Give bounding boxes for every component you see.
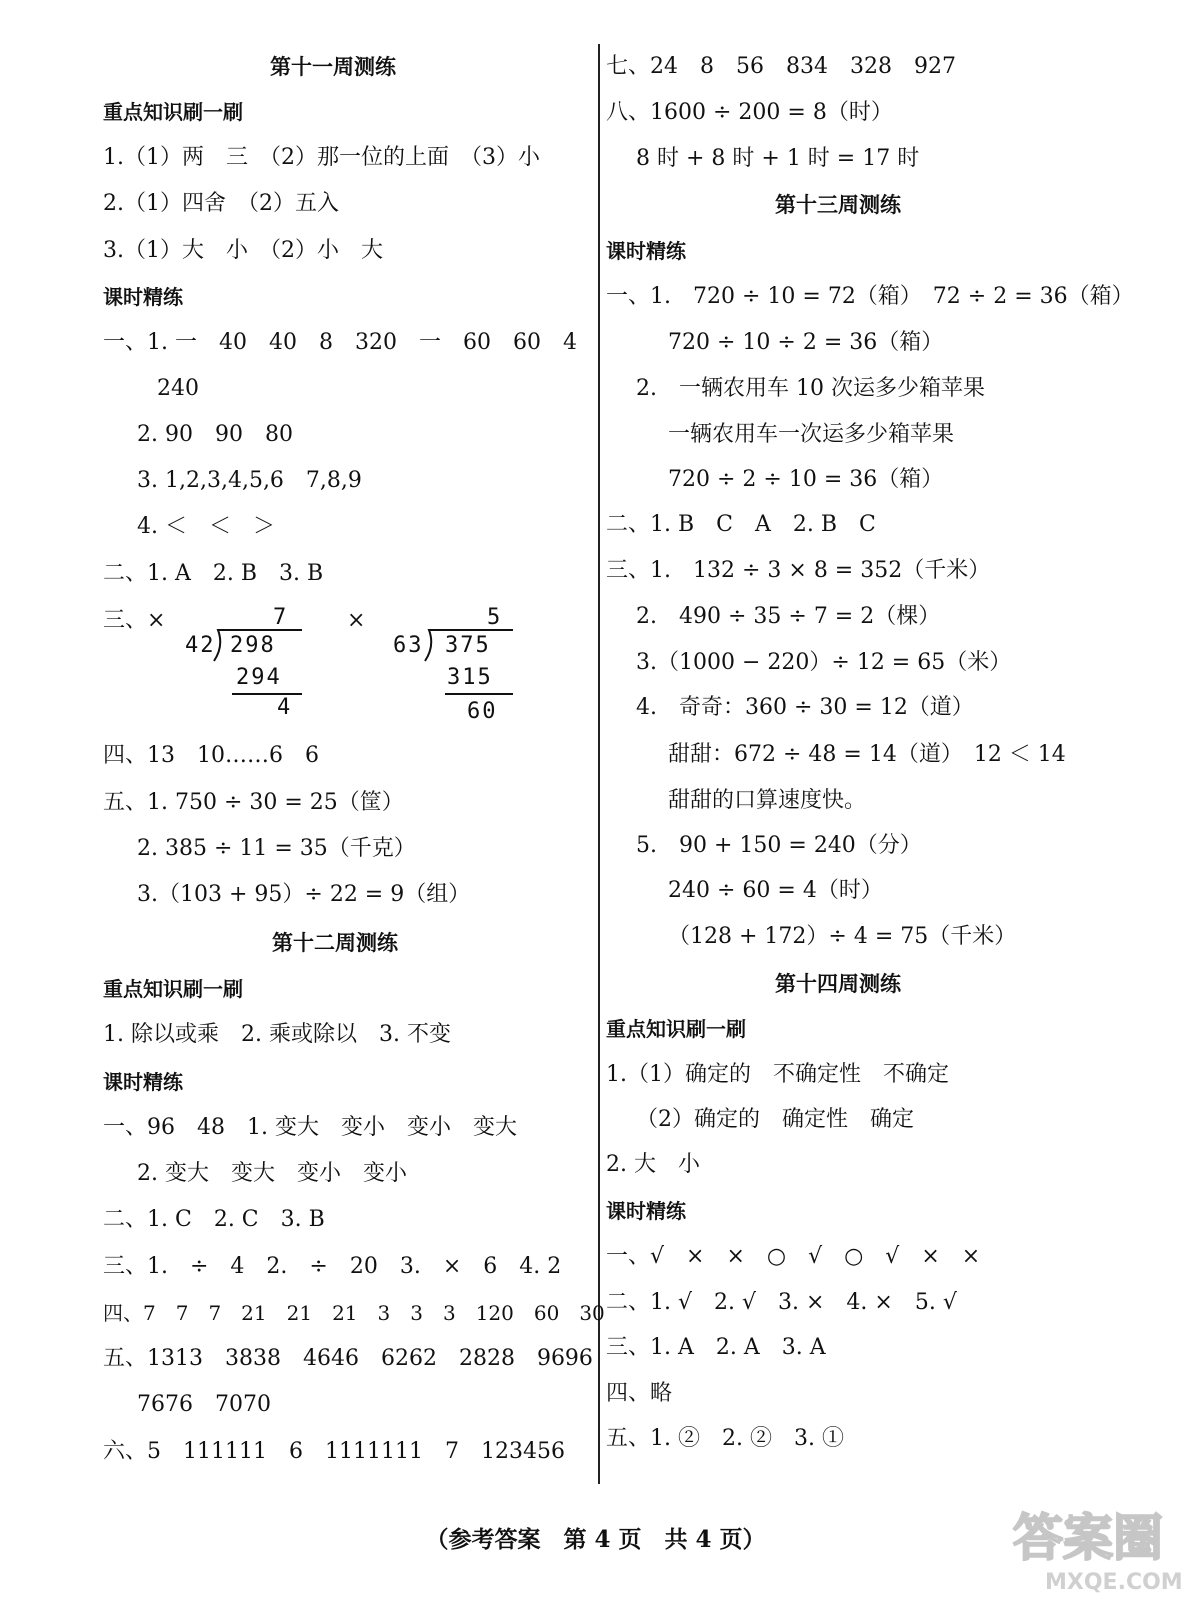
answer-line: 2. 变大 变大 变小 变小 — [137, 1161, 407, 1186]
answer-line: 2. 385 ÷ 11 = 35（千克） — [137, 836, 416, 861]
answer-line: 5. 90 + 150 = 240（分） — [636, 833, 922, 858]
answer-line: 240 — [157, 376, 199, 401]
divisor: 42 — [185, 633, 216, 658]
answer-mark: × — [347, 608, 366, 633]
answer-line: 甜甜的口算速度快。 — [668, 788, 867, 813]
answer-line: 一、√ × × ○ √ ○ √ × × — [606, 1244, 981, 1269]
answer-line: （2）确定的 确定性 确定 — [636, 1107, 914, 1132]
answer-line: 五、1. 750 ÷ 30 = 25（筐） — [103, 790, 404, 815]
answer-line: 8 时 + 8 时 + 1 时 = 17 时 — [636, 146, 920, 171]
watermark-url: MXQE.COM — [1045, 1570, 1183, 1595]
section-title-week14: 第十四周测练 — [775, 972, 901, 996]
answer-line: 1.（1）确定的 不确定性 不确定 — [606, 1062, 949, 1087]
answer-line: 四、13 10……6 6 — [103, 743, 319, 768]
answer-line: 3. 1,2,3,4,5,6 7,8,9 — [137, 468, 362, 493]
answer-line: 六、5 111111 6 1111111 7 123456 — [103, 1439, 565, 1464]
answer-line: 五、1. ② 2. ② 3. ① — [606, 1426, 844, 1451]
answer-line: 3.（103 + 95）÷ 22 = 9（组） — [137, 882, 471, 907]
answer-line: 甜甜：672 ÷ 48 = 14（道） 12 ＜ 14 — [668, 742, 1066, 767]
answer-line: 八、1600 ÷ 200 = 8（时） — [606, 100, 893, 125]
remainder: 4 — [277, 695, 293, 720]
answer-line: 三、1. A 2. A 3. A — [606, 1335, 826, 1360]
section-title-week11: 第十一周测练 — [270, 55, 396, 79]
answer-line: 一、96 48 1. 变大 变小 变小 变大 — [103, 1115, 517, 1140]
answer-line: 720 ÷ 2 ÷ 10 = 36（箱） — [668, 467, 944, 492]
answer-line: 四、7 7 7 21 21 21 3 3 3 120 60 30 — [103, 1301, 605, 1325]
answer-line: 四、略 — [606, 1381, 673, 1406]
answer-line: 1. 除以或乘 2. 乘或除以 3. 不变 — [103, 1022, 451, 1047]
answer-line: （128 + 172）÷ 4 = 75（千米） — [668, 924, 1017, 949]
heading-practice: 课时精练 — [606, 239, 686, 263]
answer-line: 4. 奇奇：360 ÷ 30 = 12（道） — [636, 695, 974, 720]
heading-practice: 课时精练 — [606, 1199, 686, 1223]
answer-line: 2. 一辆农用车 10 次运多少箱苹果 — [636, 376, 985, 401]
answer-line: 一、1. 一 40 40 8 320 一 60 60 4 — [103, 330, 577, 355]
answer-line: 3.（1000 − 220）÷ 12 = 65（米） — [636, 650, 1012, 675]
answer-line: 720 ÷ 10 ÷ 2 = 36（箱） — [668, 330, 944, 355]
column-divider — [598, 44, 600, 1484]
watermark-text: 答案圈 — [1013, 1509, 1163, 1567]
answer-line: 2.（1）四舍 （2）五入 — [103, 191, 339, 216]
answer-line: 七、24 8 56 834 328 927 — [606, 54, 956, 79]
section-title-week12: 第十二周测练 — [272, 931, 398, 955]
dividend: 298 — [230, 633, 276, 658]
heading-practice: 课时精练 — [103, 1070, 183, 1094]
answer-line: 五、1313 3838 4646 6262 2828 9696 — [103, 1346, 593, 1371]
answer-line: 2. 大 小 — [606, 1152, 700, 1177]
answer-line: 一辆农用车一次运多少箱苹果 — [668, 422, 955, 447]
answer-line: 4. ＜ ＜ ＞ — [137, 514, 275, 539]
answer-line: 三、1. ÷ 4 2. ÷ 20 3. × 6 4. 2 — [103, 1254, 562, 1279]
quotient: 5 — [487, 605, 503, 630]
heading-practice: 课时精练 — [103, 285, 183, 309]
subtraction-line — [445, 693, 513, 695]
dividend: 375 — [445, 633, 491, 658]
answer-line: 二、1. B C A 2. B C — [606, 512, 876, 537]
answer-line: 1.（1）两 三 （2）那一位的上面 （3）小 — [103, 145, 540, 170]
answer-line: 三、× — [103, 608, 166, 633]
answer-line: 2. 90 90 80 — [137, 422, 293, 447]
answer-line: 2. 490 ÷ 35 ÷ 7 = 2（棵） — [636, 604, 941, 629]
answer-line: 一、1. 720 ÷ 10 = 72（箱） 72 ÷ 2 = 36（箱） — [606, 284, 1134, 309]
section-title-week13: 第十三周测练 — [775, 193, 901, 217]
divisor: 63 — [393, 633, 424, 658]
heading-key-knowledge: 重点知识刷一刷 — [103, 100, 243, 124]
quotient: 7 — [273, 605, 289, 630]
answer-line: 240 ÷ 60 = 4（时） — [668, 878, 883, 903]
answer-line: 二、1. √ 2. √ 3. × 4. × 5. √ — [606, 1290, 957, 1315]
watermark-logo — [1005, 1503, 1185, 1597]
heading-key-knowledge: 重点知识刷一刷 — [606, 1017, 746, 1041]
product: 315 — [447, 665, 493, 690]
remainder: 60 — [467, 699, 498, 724]
answer-line: 二、1. C 2. C 3. B — [103, 1207, 325, 1232]
answer-line: 二、1. A 2. B 3. B — [103, 561, 324, 586]
answer-line: 3.（1）大 小 （2）小 大 — [103, 238, 383, 263]
heading-key-knowledge: 重点知识刷一刷 — [103, 977, 243, 1001]
product: 294 — [236, 665, 282, 690]
answer-line: 三、1. 132 ÷ 3 × 8 = 352（千米） — [606, 558, 991, 583]
answer-line: 7676 7070 — [137, 1392, 271, 1417]
page-footer: （参考答案 第 4 页 共 4 页） — [425, 1526, 766, 1553]
